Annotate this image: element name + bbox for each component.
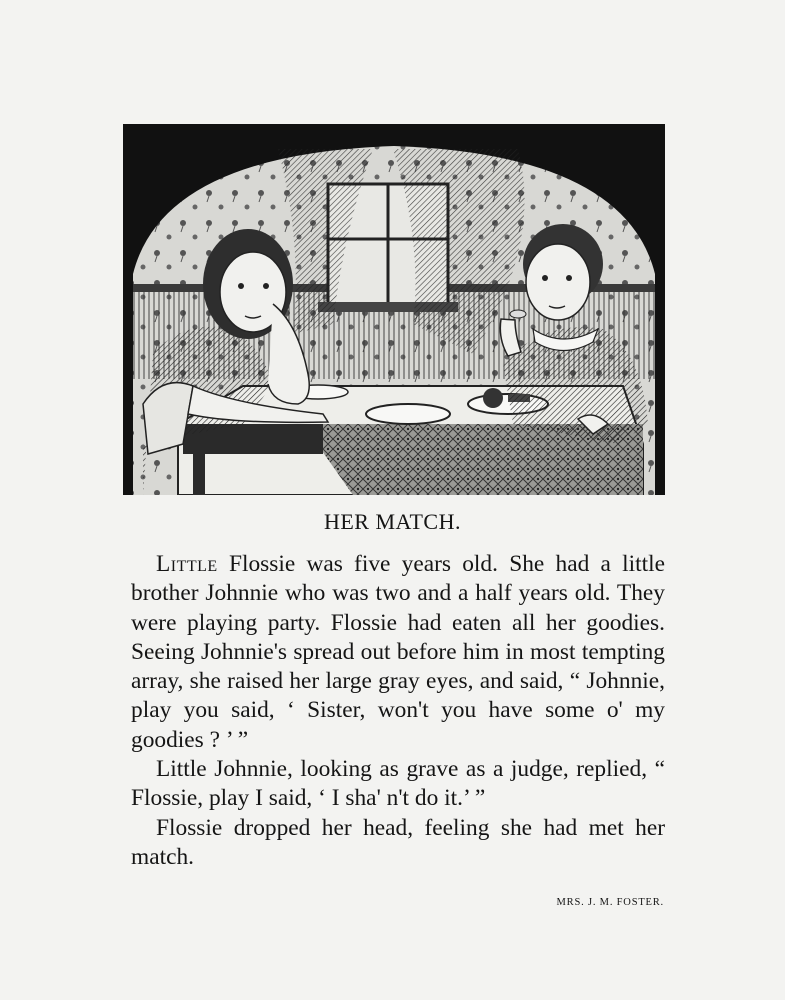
author-credit: MRS. J. M. FOSTER. xyxy=(556,897,664,908)
paragraph-2: Little Johnnie, looking as grave as a judge, replied, “ Flossie, play I said, ‘ I sha' n't do it.’ ” xyxy=(131,756,665,812)
story-body xyxy=(131,550,665,872)
paragraph-3: Flossie dropped her head, feeling she had met her match. xyxy=(131,814,665,870)
goodie-cake xyxy=(483,388,503,408)
story-title: HER MATCH. xyxy=(323,509,461,534)
engraving-illustration xyxy=(123,124,665,495)
paragraph-1 xyxy=(131,550,665,755)
paragraph-1-text: Flossie was five years old. She had a little brother Johnnie who was two and a half years old. They were playing party. Flossie had eaten all her goodies. Seeing Johnnie's spread out before him in most tempting array, she raised her large gray eyes, and said, “ Johnnie, play you said, ‘ Sister, won't you have some o' my goodies ? ’ ” xyxy=(131,551,665,753)
plate-empty xyxy=(366,404,450,424)
drop-word: Little xyxy=(156,551,218,577)
illustration-svg xyxy=(123,124,665,495)
